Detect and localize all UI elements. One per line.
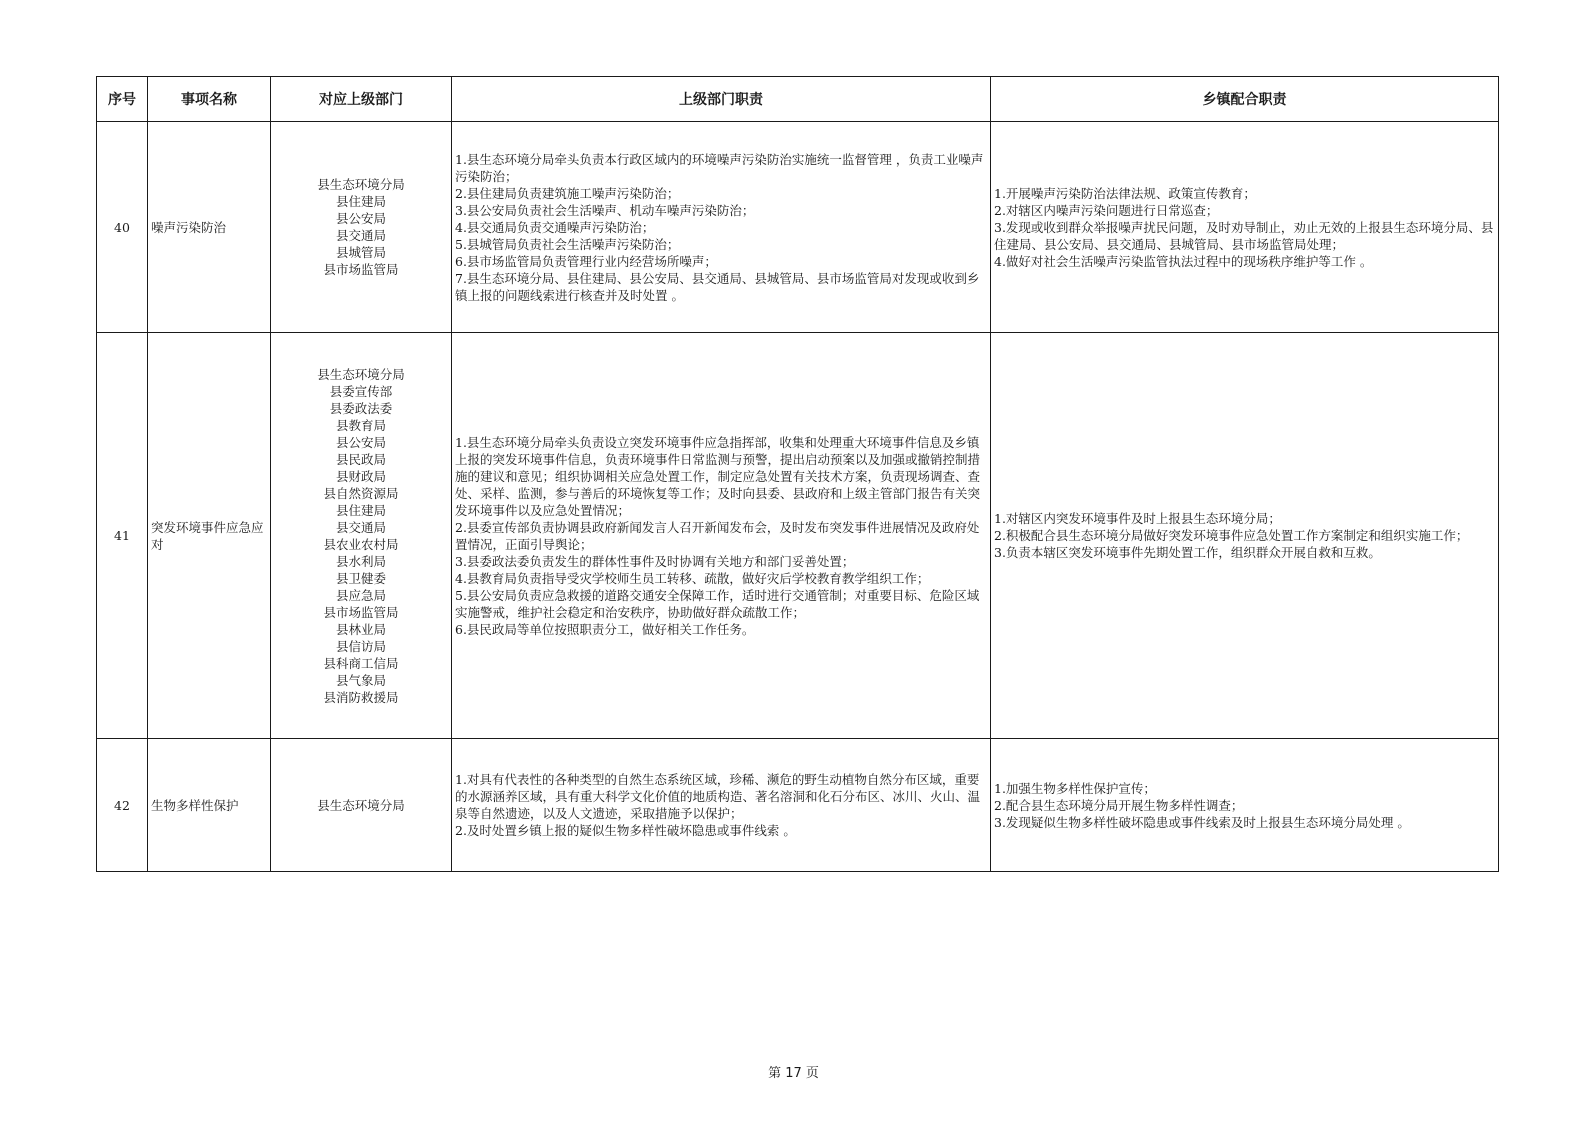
line-item: 县委政法委 [329,400,393,416]
item-name: 突发环境事件应急应对 [148,333,271,739]
line-item: 县水利局 [335,553,386,569]
line-item: 3.县公安局负责社会生活噪声、机动车噪声污染防治； [455,202,755,218]
header-no: 序号 [97,77,148,122]
line-item: 县市场监管局 [323,604,399,620]
line-item: 县生态环境分局 [317,797,405,813]
table-row [97,739,1499,872]
line-item: 县公安局 [335,434,386,450]
line-item: 县公安局 [335,211,386,226]
line-item: 5.县公安局负责应急救援的道路交通安全保障工作，适时进行交通管制；对重要目标、危险区域实施警戒，维护社会稳定和治安秩序，协助做好群众疏散工作； [455,587,980,620]
row-number: 42 [97,739,148,872]
dept-list [271,333,452,739]
line-item: 2.积极配合县生态环境分局做好突发环境事件应急处置工作方案制定和组织实施工作； [994,528,1469,543]
row-number: 40 [97,122,148,333]
line-item: 2.及时处置乡镇上报的疑似生物多样性破坏隐患或事件线索 。 [455,823,796,838]
line-item: 县交通局 [335,228,386,243]
line-item: 1.对辖区内突发环境事件及时上报县生态环境分局； [994,511,1281,526]
line-item: 5.县城管局负责社会生活噪声污染防治； [455,236,680,252]
table-row [97,333,1499,739]
line-item: 县交通局 [335,519,386,535]
line-item: 县委宣传部 [329,383,393,399]
line-item: 县卫健委 [335,570,386,586]
item-name: 噪声污染防治 [148,122,271,333]
township-duty [991,333,1499,739]
township-duty [991,739,1499,872]
line-item: 县自然资源局 [323,485,399,501]
line-item: 2.对辖区内噪声污染问题进行日常巡查； [994,202,1219,218]
table-row [97,122,1499,333]
page-number: 第 17 页 [768,1066,819,1081]
line-item: 县教育局 [335,417,386,433]
header-superior-duty: 上级部门职责 [452,77,991,122]
line-item: 3.发现或收到群众举报噪声扰民问题，及时劝导制止，劝止无效的上报县生态环境分局、县住建局、县公安局、县交通局、县城管局、县市场监管局处理； [994,219,1494,252]
line-item: 县农业农村局 [323,536,399,552]
line-item: 1.县生态环境分局牵头负责本行政区域内的环境噪声污染防治实施统一监督管理 ，负责工业噪声污染防治； [455,151,984,184]
line-item: 6.县民政局等单位按照职责分工，做好相关工作任务。 [455,621,755,637]
line-item: 1.对具有代表性的各种类型的自然生态系统区域，珍稀、濒危的野生动植物自然分布区域，重要的水源涵养区域，具有重大科学文化价值的地质构造、著名溶洞和化石分布区、冰川、火山、温泉等自然遗迹，以及人文遗迹，采取措施予以保护； [455,772,981,821]
line-item: 县应急局 [335,587,386,603]
line-item: 县城管局 [335,245,386,260]
line-item: 县消防救援局 [323,689,399,705]
line-item: 县生态环境分局 [317,366,405,382]
line-item: 4.县交通局负责交通噪声污染防治； [455,219,655,235]
line-item: 2.县住建局负责建筑施工噪声污染防治； [455,185,680,201]
line-item: 县林业局 [335,621,386,637]
dept-list [271,739,452,872]
line-item: 1.县生态环境分局牵头负责设立突发环境事件应急指挥部，收集和处理重大环境事件信息及乡镇上报的突发环境事件信息，负责环境事件日常监测与预警，提出启动预案以及加强或撤销控制措施的建议和意见；组织协调相关应急处置工作，制定应急处置有关技术方案，负责现场调查、查处、采样、监测，参与善后的环境恢复等工作；及时向县委、县政府和上级主管部门报告有关突发环境事件以及应急处置情况； [455,434,981,518]
line-item: 县住建局 [335,194,386,209]
line-item: 1.加强生物多样性保护宣传； [994,780,1156,796]
line-item: 3.发现疑似生物多样性破坏隐患或事件线索及时上报县生态环境分局处理 。 [994,814,1410,830]
line-item: 县民政局 [335,451,386,467]
line-item: 县信访局 [335,638,386,654]
line-item: 县市场监管局 [323,262,399,277]
line-item: 县生态环境分局 [317,177,405,192]
line-item: 6.县市场监管局负责管理行业内经营场所噪声； [455,253,717,269]
line-item: 2.配合县生态环境分局开展生物多样性调查； [994,797,1244,813]
line-item: 县财政局 [335,468,386,484]
dept-list [271,122,452,333]
header-township-duty: 乡镇配合职责 [991,77,1499,122]
line-item: 县气象局 [335,672,386,688]
township-duty [991,122,1499,333]
header-dept: 对应上级部门 [271,77,452,122]
line-item: 3.负责本辖区突发环境事件先期处置工作，组织群众开展自救和互救。 [994,545,1381,560]
item-name: 生物多样性保护 [148,739,271,872]
line-item: 2.县委宣传部负责协调县政府新闻发言人召开新闻发布会，及时发布突发事件进展情况及政府处置情况，正面引导舆论； [455,519,980,552]
line-item: 1.开展噪声污染防治法律法规、政策宣传教育； [994,185,1256,201]
superior-duty [452,333,991,739]
line-item: 4.县教育局负责指导受灾学校师生员工转移、疏散，做好灾后学校教育教学组织工作； [455,570,930,586]
superior-duty [452,122,991,333]
duty-table [96,76,1499,872]
line-item: 3.县委政法委负责发生的群体性事件及时协调有关地方和部门妥善处置； [455,553,855,569]
row-number: 41 [97,333,148,739]
line-item: 4.做好对社会生活噪声污染监管执法过程中的现场秩序维护等工作 。 [994,253,1373,269]
superior-duty [452,739,991,872]
line-item: 县科商工信局 [323,655,399,671]
header-name: 事项名称 [148,77,271,122]
table-header-row [97,77,1499,122]
line-item: 县住建局 [335,502,386,518]
line-item: 7.县生态环境分局、县住建局、县公安局、县交通局、县城管局、县市场监管局对发现或收到乡镇上报的问题线索进行核查并及时处置 。 [455,270,980,303]
